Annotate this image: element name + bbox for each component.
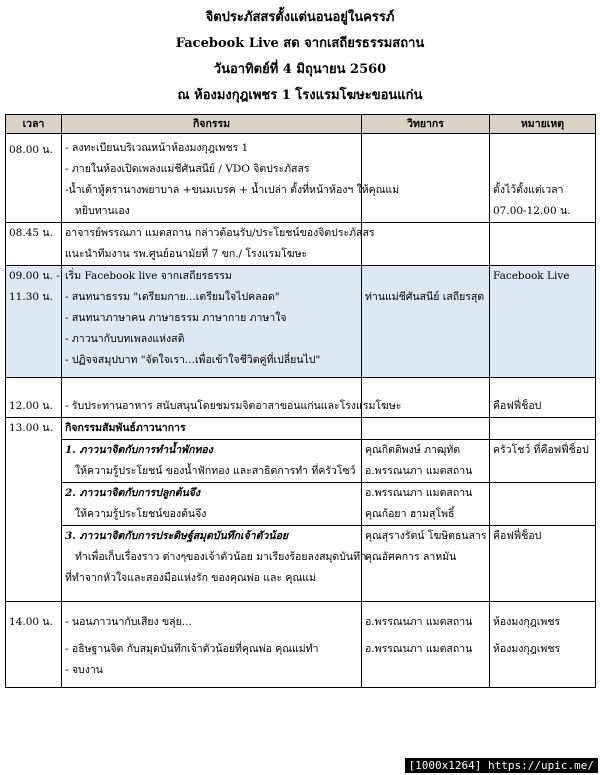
speaker-cell: อ.พรรณนภา แมตสถาน อ.พรรณนภา แมตสถาน	[362, 602, 490, 688]
speaker-cell	[362, 418, 490, 440]
time-cell: 14.00 น.	[6, 602, 62, 688]
note-cell	[490, 418, 596, 440]
speaker-cell: อ.พรรณนภา แมตสถาน คุณก้อยา ฮามสุโพธิ์	[362, 483, 490, 526]
header-title: จิตประภัสสรตั้งแต่นอนอยู่ในครรภ์	[205, 10, 395, 25]
col-header-speaker: วิทยากร	[362, 115, 490, 134]
note-cell: ครัวโชว์ ที่คือฟฟี่ช็อป	[490, 440, 596, 483]
speaker-cell	[362, 134, 490, 223]
speaker-cell: ท่านแม่ชีศันสนีย์ เสถียรสุต	[362, 266, 490, 378]
table-row	[6, 526, 596, 602]
speaker-cell	[362, 223, 490, 266]
time-cell: 08.00 น.	[6, 134, 62, 223]
note-cell	[490, 483, 596, 526]
activity-cell: - นอนภาวนากับเสียง ขลุ่ย... - อธิษฐานจิต กับสมุดบันทึกเจ้าตัวน้อยที่คุณพ่อ คุณแม่ทำ - จบงาน	[62, 602, 362, 688]
col-header-activity: กิจกรรม	[62, 115, 362, 134]
table-row	[6, 378, 596, 418]
time-cell: 08.45 น.	[6, 223, 62, 266]
activity-cell: - รับประทานอาหาร สนับสนุนโดยชมรมจิตอาสาขอนแก่นและโรงแรมโฆษะ	[62, 378, 362, 418]
activity-cell: เริ่ม Facebook live จากเสถียรธรรม - สนทนาธรรม "เตรียมกาย...เตรียมใจไปคลอด" - สนทนาภาษาคน ภาษาธรรม ภาษากาย ภาษาใจ - ภาวนากับบทเพลงแห่งสติ - ปฏิจจสมุปบาท "จัดใจเรา...เพื่อเข้าใจชีวิตคู่ที่เปลี่ยนไป"	[62, 266, 362, 378]
activity-cell: 1. ภาวนาจิตกับการทำน้ำพักทอง ให้ความรู้ประโยชน์ ของน้ำฟักทอง และสาธิตการทำ ที่ครัวโซว์	[62, 440, 362, 483]
time-cell: 13.00 น.	[6, 418, 62, 602]
note-cell: คือฟฟี่ช็อป	[490, 526, 596, 602]
col-header-time: เวลา	[6, 115, 62, 134]
speaker-cell: คุณกิตติพงษ์ ภาฒุทัต อ.พรรณนภา แมตสถาน	[362, 440, 490, 483]
note-cell: Facebook Live	[490, 266, 596, 378]
col-header-note: หมายเหตุ	[490, 115, 596, 134]
note-cell: คือฟฟี่ช็อป	[490, 378, 596, 418]
table-row	[6, 440, 596, 483]
note-cell: ตั้งไว้ตั้งแต่เวลา 07.00-12.00 น.	[490, 134, 596, 223]
table-row	[6, 418, 596, 440]
header-subtitle: Facebook Live สด จากเสถียรธรรมสถาน	[175, 36, 425, 51]
time-cell: 12.00 น.	[6, 378, 62, 418]
activity-cell: 3. ภาวนาจิตกับการประดิษฐ์สมุดบันทึกเจ้าตัวน้อย ทำเพื่อเก็บเรื่องราว ต่างๆของเจ้าตัวน้อย มาเรียงร้อยลงสมุดบันทึก ที่ทำจากหัวใจและสองมือแห่งรัก ของคุณพ่อ และ คุณแม่	[62, 526, 362, 602]
table-row	[6, 602, 596, 688]
schedule-table	[5, 114, 596, 688]
time-cell: 09.00 น. - 11.30 น.	[6, 266, 62, 378]
header-venue: ณ ห้องมงกุฎเพชร 1 โรงแรมโฆษะขอนแก่น	[177, 88, 423, 103]
table-row	[6, 266, 596, 378]
note-cell	[490, 223, 596, 266]
header-date: วันอาทิตย์ที่ 4 มิถุนายน 2560	[213, 62, 387, 77]
image-watermark: [1000x1264] https://upic.me/	[405, 758, 598, 773]
table-header-row	[6, 115, 596, 134]
table-row	[6, 483, 596, 526]
table-row	[6, 134, 596, 223]
activity-cell: - ลงทะเบียนบริเวณหน้าห้องมงกุฎเพชร 1 - ภายในห้องเปิดเพลงแม่ชีศันสนีย์ / VDO จิตประภัสสร -น้ำเต้าหู้ตรานางพยาบาล +ขนมเบรค + น้ำเปล่า ตั้งที่หน้าห้องฯ ให้คุณแม่ หยิบทานเอง	[62, 134, 362, 223]
activity-cell: 2. ภาวนาจิตกับการปลูกต้นจึง ให้ความรู้ประโยชน์ของต้นจึง	[62, 483, 362, 526]
table-row	[6, 223, 596, 266]
speaker-cell: คุณสุรางรัตน์ โฆษิตธนสาร คุณอัศคการ ลาหมัน	[362, 526, 490, 602]
activity-cell: อาจารย์พรรณภา แมตสถาน กล่าวต้อนรับ/ประโยชน์ของจิตประภัสสร แนะนำทีมงาน รพ.ศูนย์อนามัยที่ 7 ขก./ โรงแรมโฆษะ	[62, 223, 362, 266]
activity-cell: กิจกรรมสัมพันธ์ภาวนาการ	[62, 418, 362, 440]
note-cell: ห้องมงกุฎเพชร ห้องมงกุฎเพชร	[490, 602, 596, 688]
